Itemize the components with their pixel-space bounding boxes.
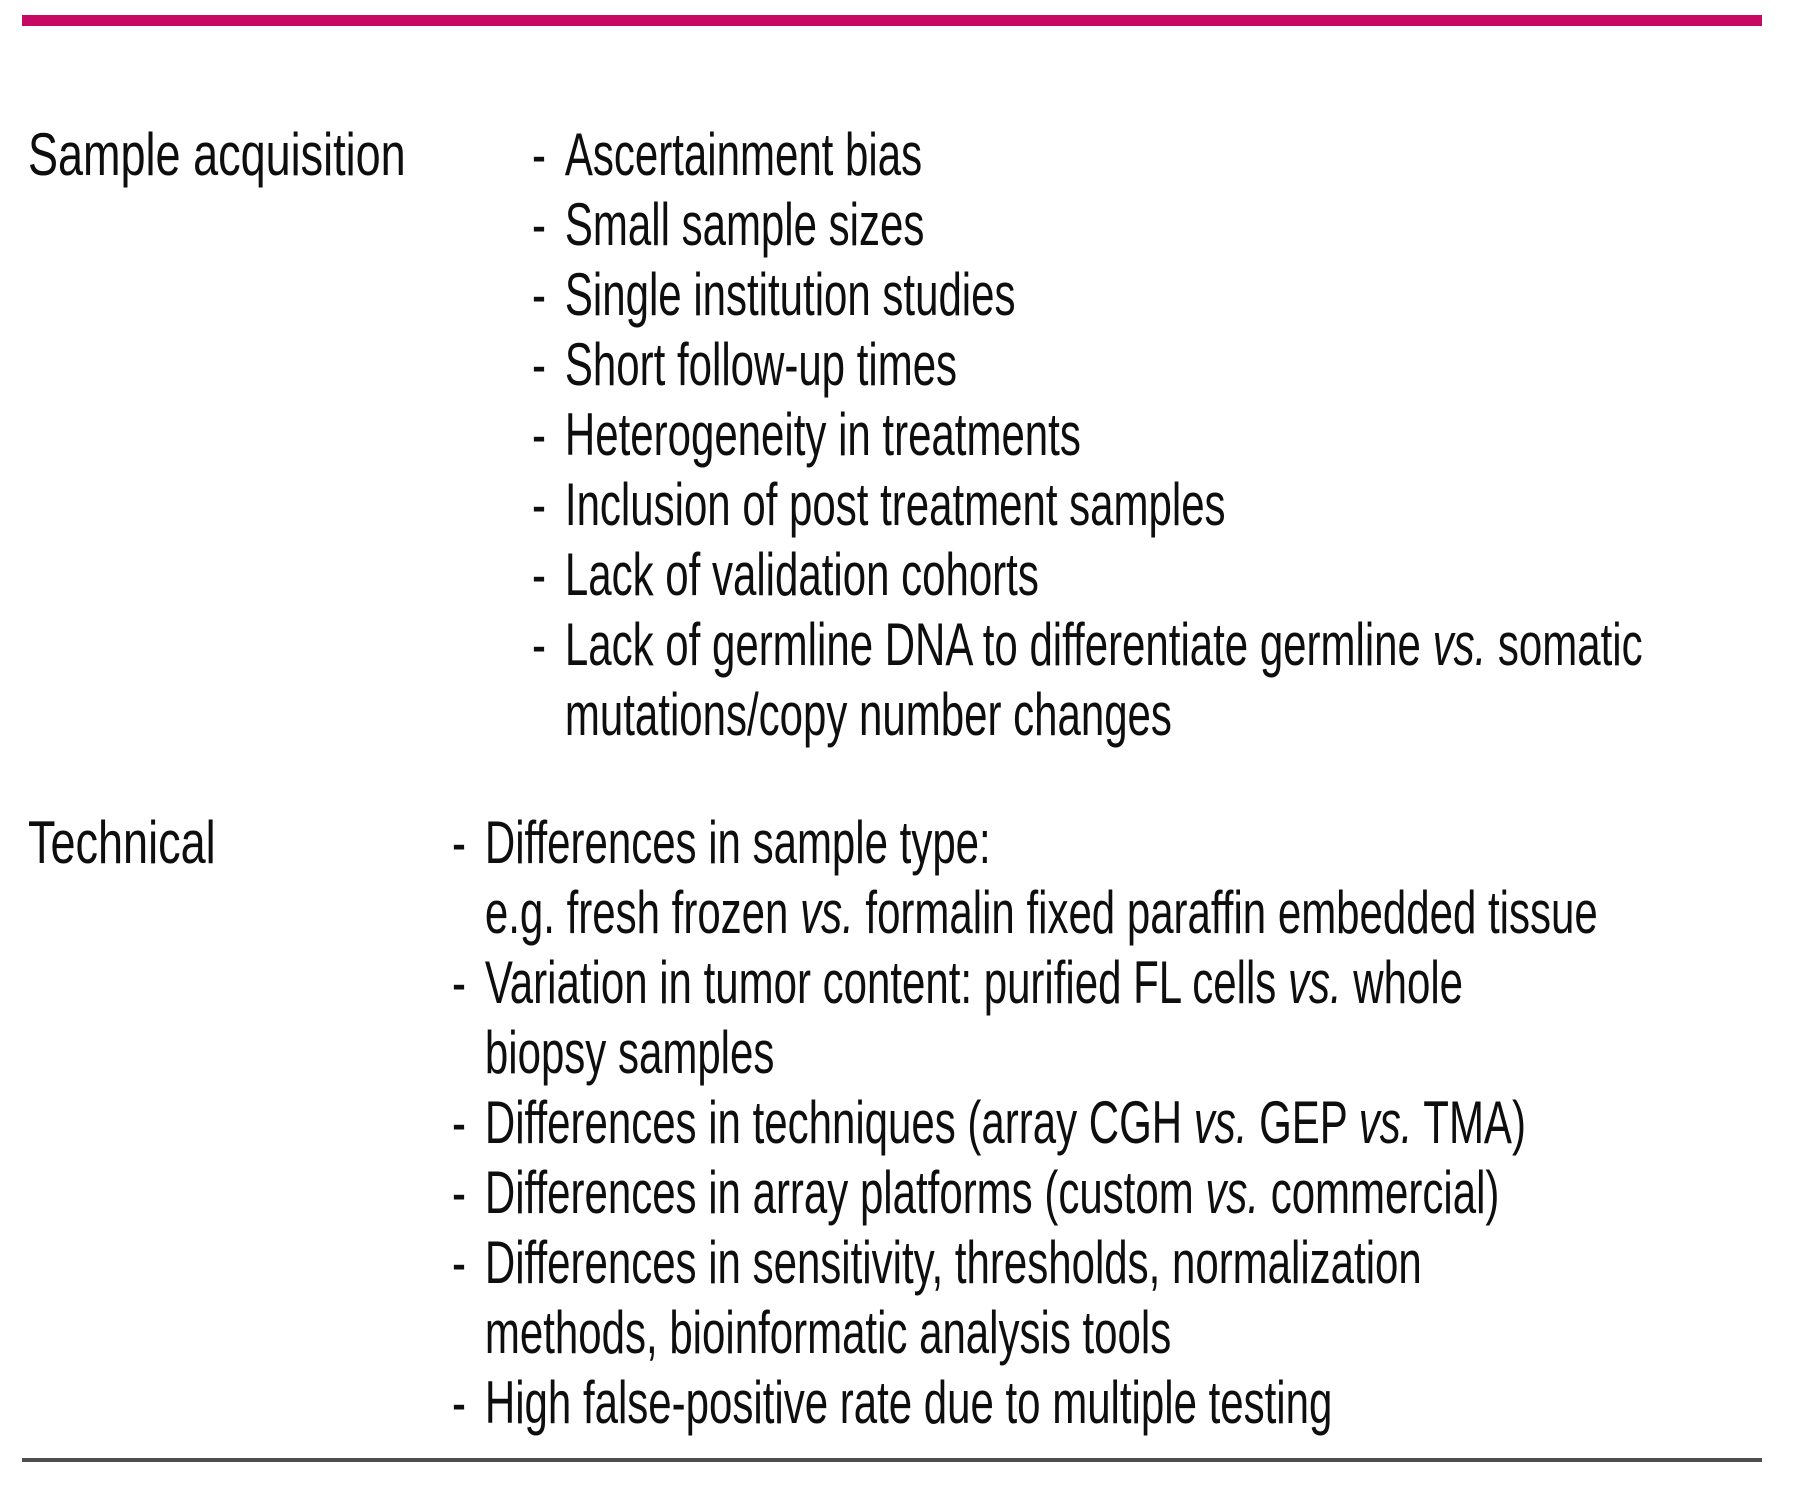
list-item (532, 260, 1800, 330)
text-run: formalin fixed paraffin embedded tissue (853, 879, 1598, 946)
list-item-text: Differences in sensitivity, thresholds, normalization (484, 1229, 1422, 1296)
list-item-text: Ascertainment bias (564, 121, 922, 188)
list-item (452, 808, 1800, 878)
bullet-dash: - (452, 1229, 466, 1296)
list-item-text: biopsy samples (484, 1019, 775, 1086)
bullet-dash: - (452, 949, 466, 1016)
bullet-dash: - (452, 809, 466, 876)
list-item-text: Single institution studies (564, 261, 1016, 328)
list-item (452, 1088, 1800, 1158)
list-item-continuation (452, 878, 1800, 948)
list-item (532, 120, 1800, 190)
vs-abbr: vs. (1193, 1089, 1248, 1156)
vs-abbr: vs. (800, 879, 854, 946)
text-run: TMA) (1412, 1089, 1526, 1156)
list-item (532, 190, 1800, 260)
vs-abbr: vs. (1432, 611, 1486, 678)
bullet-dash: - (531, 261, 546, 328)
category-label: Sample acquisition (28, 121, 406, 188)
list-item (532, 540, 1800, 610)
text-run: Variation in tumor content: purified FL cells (484, 949, 1288, 1016)
table-figure (0, 15, 1800, 1500)
table-body (0, 26, 1800, 1438)
bullet-dash: - (531, 541, 546, 608)
list-item-continuation (452, 1018, 1800, 1088)
text-run: whole (1341, 949, 1464, 1016)
section-technical (28, 808, 1800, 1438)
list-item-text (485, 879, 1598, 946)
text-run: Differences in techniques (array CGH (484, 1089, 1194, 1156)
list-item-text: Differences in sample type: (484, 809, 991, 876)
bullet-dash: - (452, 1089, 466, 1156)
list-item-text: Small sample sizes (564, 191, 924, 258)
bullet-dash: - (531, 191, 546, 258)
section-sample-acquisition (28, 120, 1800, 750)
bullet-dash: - (531, 121, 546, 188)
category-label-cell (28, 120, 532, 190)
bullet-dash: - (531, 471, 546, 538)
text-run: e.g. fresh frozen (484, 879, 801, 946)
items-list (452, 808, 1800, 1438)
vs-abbr: vs. (1358, 1089, 1413, 1156)
text-run: Differences in array platforms (custom (484, 1159, 1206, 1226)
text-run: Lack of germline DNA to differentiate germline (564, 611, 1433, 678)
list-item-continuation (532, 680, 1800, 750)
list-item (532, 470, 1800, 540)
list-item (532, 400, 1800, 470)
vs-abbr: vs. (1287, 949, 1342, 1016)
bottom-rule (22, 1458, 1762, 1462)
bullet-dash: - (452, 1369, 466, 1436)
list-item-text: Heterogeneity in treatments (564, 401, 1081, 468)
category-label-cell (28, 808, 452, 878)
list-item (452, 1228, 1800, 1298)
list-item-text: methods, bioinformatic analysis tools (484, 1299, 1172, 1366)
list-item-continuation (452, 1298, 1800, 1368)
bullet-dash: - (452, 1159, 466, 1226)
list-item-text: Inclusion of post treatment samples (564, 471, 1226, 538)
bullet-dash: - (531, 331, 546, 398)
list-item-text (485, 1159, 1499, 1226)
bullet-dash: - (531, 611, 546, 678)
list-item-text (485, 1089, 1526, 1156)
list-item (452, 1368, 1800, 1438)
list-item-text (485, 949, 1463, 1016)
list-item-text: Lack of validation cohorts (564, 541, 1039, 608)
list-item-text: High false-positive rate due to multiple testing (484, 1369, 1333, 1436)
accent-rule (22, 15, 1762, 26)
bullet-dash: - (531, 401, 546, 468)
text-run: GEP (1247, 1089, 1359, 1156)
list-item-text: Short follow-up times (564, 331, 957, 398)
list-item (532, 330, 1800, 400)
list-item (452, 1158, 1800, 1228)
list-item (532, 610, 1800, 680)
text-run: commercial) (1259, 1159, 1500, 1226)
text-run: somatic (1485, 611, 1643, 678)
vs-abbr: vs. (1205, 1159, 1260, 1226)
list-item-text (565, 611, 1643, 678)
list-item-text: mutations/copy number changes (564, 681, 1172, 748)
items-list (532, 120, 1800, 750)
category-label: Technical (28, 809, 216, 876)
list-item (452, 948, 1800, 1018)
